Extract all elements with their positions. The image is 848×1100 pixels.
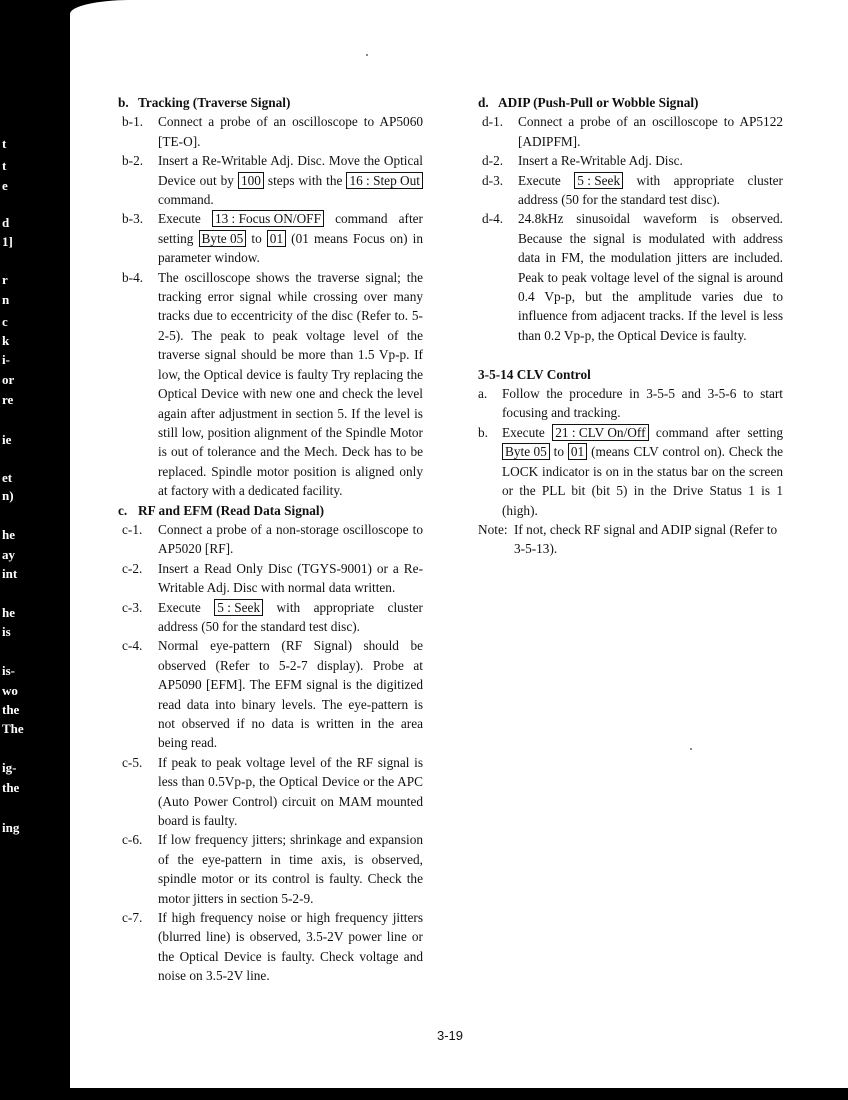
boxed-value: 01 bbox=[568, 443, 587, 460]
bleed-letter: ig- bbox=[2, 760, 17, 775]
bleed-letter: k bbox=[2, 333, 10, 348]
step-c7: c-7. If high frequency noise or high frequency jitters (blurred line) is observed, 3.5-2V power line or the Optical Device is faulty. Check voltage and noise on 3.5-2V line. bbox=[122, 910, 423, 984]
step-b: b. Execute 21 : CLV On/Off command after setting Byte 05 to 01 (means CLV control on). Check the LOCK indicator is on in the status bar on the screen or the PLL bit (bit 5) in the Drive Status 1 is 1 (high). bbox=[478, 424, 783, 518]
section-b-heading: b. Tracking (Traverse Signal) bbox=[118, 95, 291, 110]
bleed-letter: n bbox=[2, 292, 10, 307]
scan-speck bbox=[690, 748, 692, 750]
adjacent-page-bleed bbox=[0, 0, 70, 1100]
section-c-heading: c. RF and EFM (Read Data Signal) bbox=[118, 502, 325, 518]
bleed-letter: d bbox=[2, 215, 10, 230]
bleed-letter: or bbox=[2, 372, 15, 387]
step-d2: d-2. Insert a Re-Writable Adj. Disc. bbox=[482, 153, 683, 169]
boxed-value: 100 bbox=[238, 172, 264, 189]
bleed-letter: r bbox=[2, 272, 8, 287]
bleed-letter: the bbox=[2, 780, 20, 795]
step-d1: d-1. Connect a probe of an oscilloscope to AP5122 [ADIPFM]. bbox=[482, 114, 783, 149]
bleed-letter: t bbox=[2, 158, 7, 173]
bleed-letter: he bbox=[2, 527, 15, 542]
bleed-letter: ie bbox=[2, 432, 12, 447]
bleed-letter: int bbox=[2, 566, 18, 581]
bleed-letter: re bbox=[2, 392, 14, 407]
bleed-letter: ing bbox=[2, 820, 20, 835]
boxed-command: 13 : Focus ON/OFF bbox=[212, 210, 324, 227]
step-c2: c-2. Insert a Read Only Disc (TGYS-9001) or a Re-Writable Adj. Disc with normal data written. bbox=[122, 560, 423, 596]
step-c1: c-1. Connect a probe of a non-storage oscilloscope to AP5020 [RF]. bbox=[122, 521, 423, 557]
step-b1: b-1. Connect a probe of an oscilloscope to AP5060 [TE-O]. bbox=[122, 114, 423, 149]
bleed-letter: et bbox=[2, 470, 13, 485]
note: Note: If not, check RF signal and ADIP signal (Refer to 3-5-13). bbox=[478, 521, 778, 557]
step-b3: b-3. Execute 13 : Focus ON/OFF command after setting Byte 05 to 01 (01 means Focus on) in parameter window. bbox=[122, 211, 424, 266]
bleed-letter: is bbox=[2, 624, 11, 639]
step-d4: d-4. 24.8kHz sinusoidal waveform is observed. Because the signal is modulated with address data in FM, the modulation jitters are included. Peak to peak voltage level of the signal is around 0.4 Vp-p, but the amplitude varies due to influence from adjacent tracks. If the level is less than 0.2 Vp-p, the Optical Device is faulty. bbox=[482, 211, 783, 343]
bleed-letter: n) bbox=[2, 488, 14, 503]
step-a: a. Follow the procedure in 3-5-5 and 3-5-6 to start focusing and tracking. bbox=[478, 386, 783, 421]
step-c3: c-3. Execute 5 : Seek with appropriate cluster address (50 for the standard test disc). bbox=[122, 599, 423, 634]
bleed-letter: i- bbox=[2, 352, 10, 367]
bleed-letter: he bbox=[2, 605, 15, 620]
bleed-letter: t bbox=[2, 136, 7, 151]
boxed-value: Byte 05 bbox=[199, 230, 247, 247]
scan-speck bbox=[366, 54, 368, 56]
bleed-letter: 1] bbox=[2, 234, 13, 249]
left-column bbox=[118, 93, 423, 986]
boxed-command: 21 : CLV On/Off bbox=[552, 424, 648, 441]
bleed-letter: wo bbox=[2, 683, 18, 698]
right-column bbox=[478, 93, 783, 559]
bleed-letter: ay bbox=[2, 547, 15, 562]
boxed-value: Byte 05 bbox=[502, 443, 550, 460]
step-c4: c-4. Normal eye-pattern (RF Signal) should be observed (Refer to 5-2-7 display). Probe at AP5090 [EFM]. The EFM signal is the digitized read data into binary levels. The eye-pattern is not observed if no data is written in the area being read. bbox=[122, 638, 423, 751]
bleed-letter: e bbox=[2, 178, 8, 193]
boxed-command: 5 : Seek bbox=[574, 172, 623, 189]
step-b2: b-2. Insert a Re-Writable Adj. Disc. Move the Optical Device out by 100 steps with the 16 : Step Out command. bbox=[122, 153, 423, 208]
page-number: 3-19 bbox=[437, 1028, 464, 1043]
document-page bbox=[70, 0, 848, 1088]
boxed-command: 5 : Seek bbox=[214, 599, 263, 616]
bleed-letter: c bbox=[2, 314, 8, 329]
boxed-command: 16 : Step Out bbox=[346, 172, 423, 189]
boxed-value: 01 bbox=[267, 230, 286, 247]
step-c6: c-6. If low frequency jitters; shrinkage and expansion of the eye-pattern in time axis, is observed, spindle motor or its control is faulty. Check the motor jitters in section 5-2-9. bbox=[122, 832, 423, 906]
bleed-letter: the bbox=[2, 702, 20, 717]
step-d3: d-3. Execute 5 : Seek with appropriate cluster address (50 for the standard test disc). bbox=[482, 172, 783, 208]
bleed-letter: The bbox=[2, 721, 24, 736]
step-c5: c-5. If peak to peak voltage level of the RF signal is less than 0.5Vp-p, the Optical Device or the APC (Auto Power Control) circuit on MAM mounted board is faulty. bbox=[122, 754, 423, 829]
section-clv-heading: 3-5-14 CLV Control bbox=[478, 366, 591, 382]
bleed-letter: is- bbox=[2, 663, 15, 678]
section-d-heading: d. ADIP (Push-Pull or Wobble Signal) bbox=[478, 95, 699, 110]
step-b4: b-4. The oscilloscope shows the traverse signal; the tracking error signal while crossing over many tracks due to eccentricity of the disc (Refer to. 5-2-5). The peak to peak voltage level of the traverse signal should be more than 1.5 Vp-p. If low, the Optical device is faulty Try replacing the Optical Device with new one and check the level again after adjustment in section 5. If the level is still low, position alignment of the Spindle Motor is out of tolerance and the Mech. Deck has to be replaced. Spindle motor position is aligned only at factory with a dedicated facility. bbox=[122, 269, 423, 499]
